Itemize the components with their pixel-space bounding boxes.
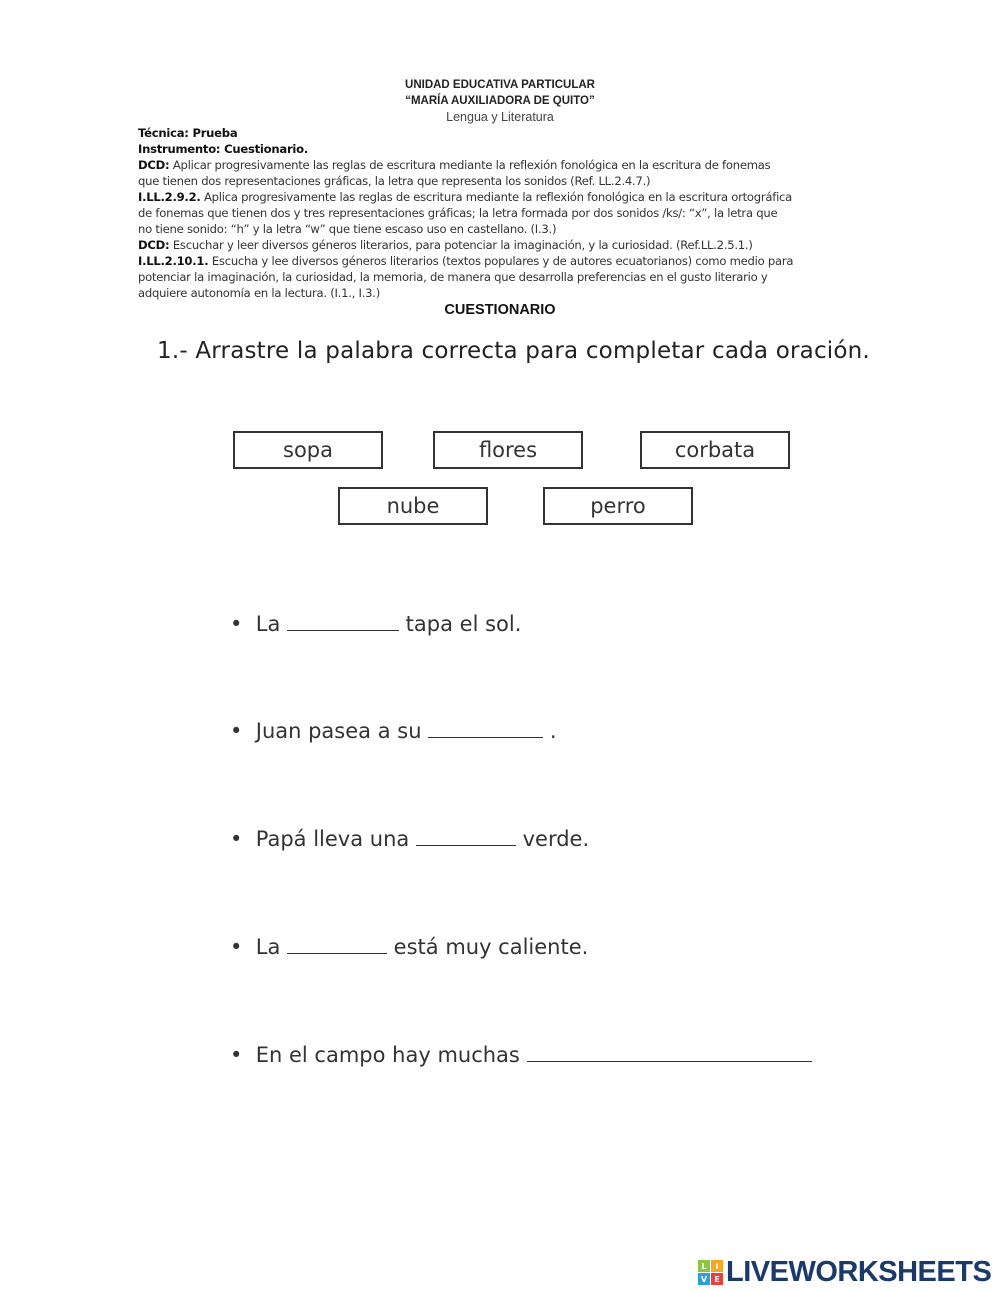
logo-text: LIVEWORKSHEETS <box>726 1256 992 1288</box>
sentence-4: • La está muy caliente. <box>230 935 589 959</box>
dcd-1-cont: que tienen dos representaciones gráficas, la letra que representa los sonidos (Ref. LL.2.4.7.) <box>138 174 651 188</box>
sentence-5: • En el campo hay muchas <box>230 1041 812 1067</box>
indicator-1-cont: de fonemas que tienen dos y tres representaciones gráficas; la letra formada por dos sonidos /ks/: “x”, la letra que <box>138 206 778 220</box>
indicator-2: I.LL.2.10.1. Escucha y lee diversos géneros literarios (textos populares y de autores ecuatorianos) como medio para <box>138 254 794 268</box>
indicator-2-cont2: adquiere autonomía en la lectura. (I.1., I.3.) <box>138 286 380 300</box>
liveworksheets-logo <box>698 1256 991 1289</box>
word-corbata[interactable]: corbata <box>640 431 790 469</box>
school-name: UNIDAD EDUCATIVA PARTICULAR <box>405 79 595 91</box>
school-name-quoted: “MARÍA AUXILIADORA DE QUITO” <box>405 95 595 107</box>
word-perro[interactable]: perro <box>543 487 693 525</box>
word-nube[interactable]: nube <box>338 487 488 525</box>
indicator-1: I.LL.2.9.2. Aplica progresivamente las reglas de escritura mediante la reflexión fonológica en la escritura ortográfica <box>138 190 793 204</box>
drop-blank-1[interactable] <box>287 610 399 631</box>
sentence-3: • Papá lleva una verde. <box>230 827 590 851</box>
sentence-1: • La tapa el sol. <box>230 612 522 636</box>
question-instruction: 1.- Arrastre la palabra correcta para completar cada oración. <box>157 338 870 364</box>
indicator-1-cont2: no tiene sonido: “h” y la letra “w” que tiene escaso uso en castellano. (I.3.) <box>138 222 557 236</box>
drop-blank-3[interactable] <box>416 825 516 846</box>
dcd-2: DCD: Escuchar y leer diversos géneros literarios, para potenciar la imaginación, y la curiosidad. (Ref.LL.2.5.1.) <box>138 238 753 252</box>
subject: Lengua y Literatura <box>446 110 554 124</box>
drop-blank-5[interactable] <box>527 1041 812 1062</box>
drop-blank-2[interactable] <box>428 717 543 738</box>
dcd-1: DCD: Aplicar progresivamente las reglas de escritura mediante la reflexión fonológica en la escritura de fonemas <box>138 158 771 172</box>
section-title: CUESTIONARIO <box>444 302 556 318</box>
word-sopa[interactable]: sopa <box>233 431 383 469</box>
instrumento: Instrumento: Cuestionario. <box>138 142 309 156</box>
tecnica: Técnica: Prueba <box>138 126 238 140</box>
drop-blank-4[interactable] <box>287 933 387 954</box>
logo-cubes-icon: L I V E <box>698 1260 723 1285</box>
word-flores[interactable]: flores <box>433 431 583 469</box>
sentence-2: • Juan pasea a su . <box>230 719 557 743</box>
indicator-2-cont: potenciar la imaginación, la curiosidad, la memoria, de manera que desarrolla preferencias en el gusto literario y <box>138 270 768 284</box>
